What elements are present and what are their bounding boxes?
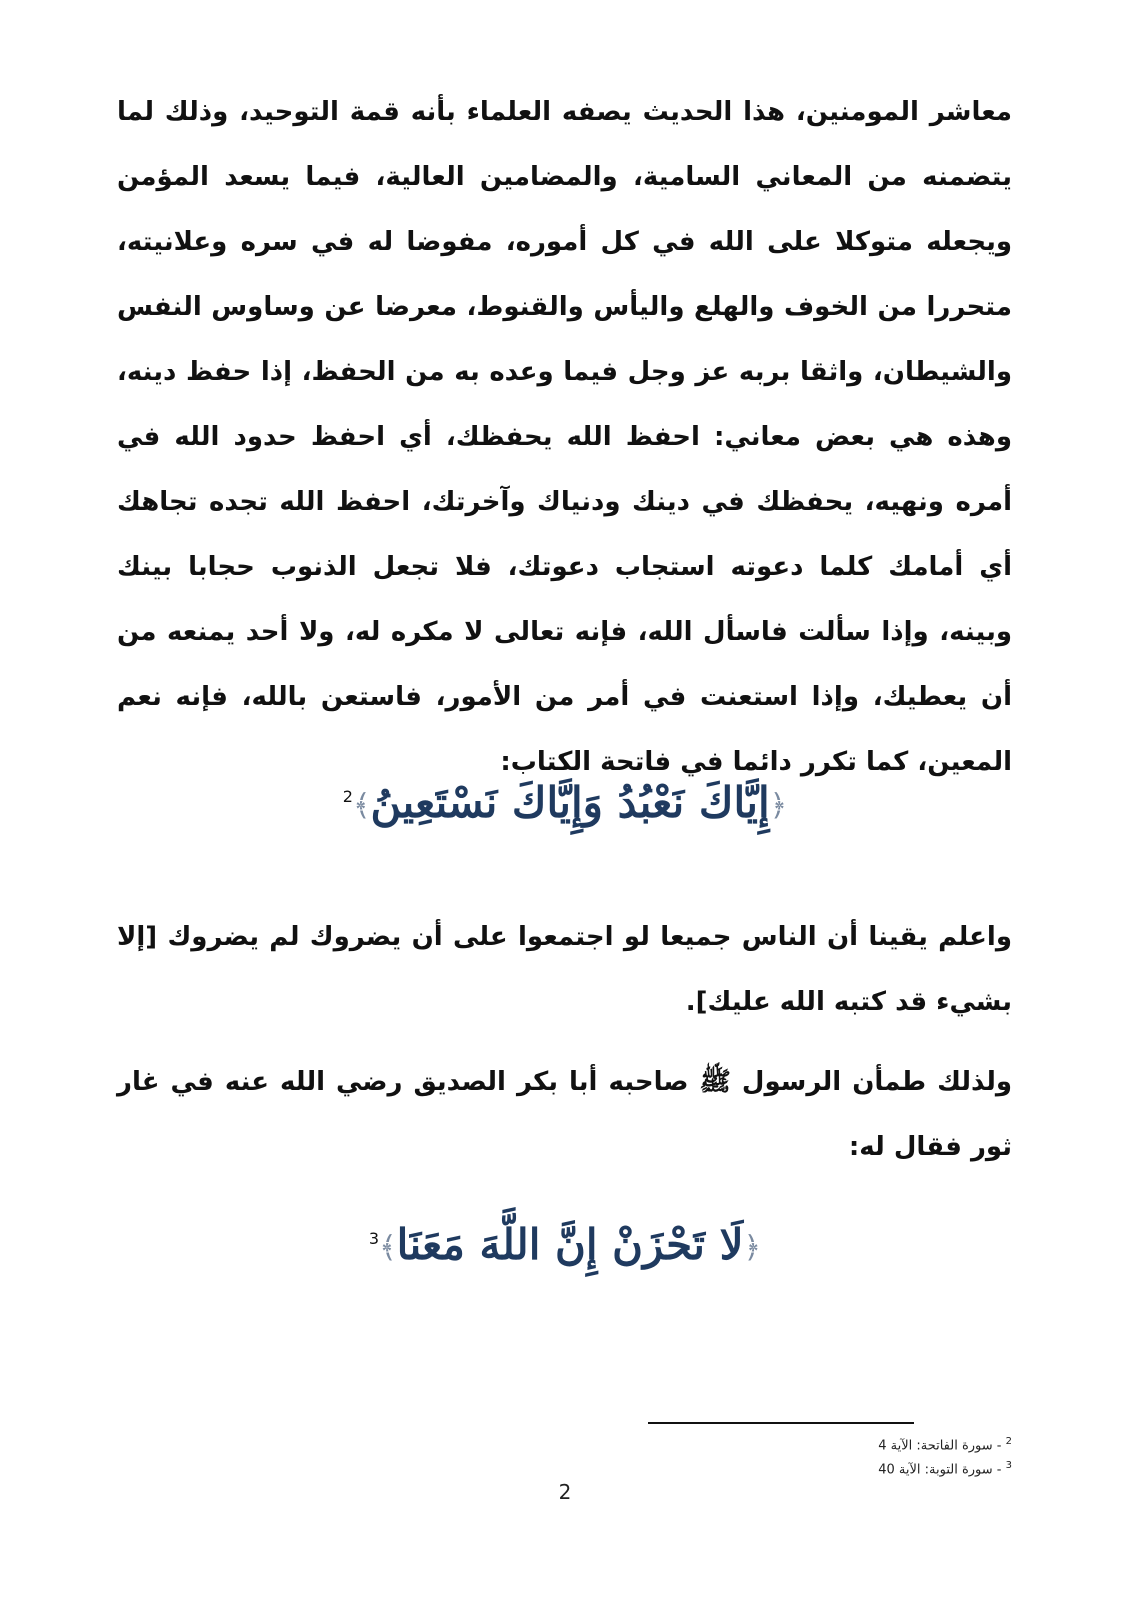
footnote-number: 2 xyxy=(1005,1436,1012,1447)
verse-close-bracket: ﴾ xyxy=(379,1230,397,1266)
paragraph-hadith-explanation: معاشر المومنين، هذا الحديث يصفه العلماء بأنه قمة التوحيد، وذلك لما يتضمنه من المعاني السامية، والمضامين العالية، فيما يسعد المؤمن ويجعله متوكلا على الله في كل أموره، مفوضا له في سره وعلانيته، متحررا من الخوف والهلع واليأس والقنوط، معرضا عن وساوس النفس والشيطان، واثقا بربه عز وجل فيما وعده به من الحفظ، إذا حفظ دينه، وهذه هي بعض معاني: احفظ الله يحفظك، أي احفظ حدود الله في أمره ونهيه، يحفظك في دينك ودنياك وآخرتك، احفظ الله تجده تجاهك أي أمامك كلما دعوته استجاب دعوتك، فلا تجعل الذنوب حجابا بينك وبينه، وإذا سألت فاسأل الله، فإنه تعالى لا مكره له، ولا أحد يمنعه من أن يعطيك، وإذا استعنت في أمر من الأمور، فاستعن بالله، فإنه نعم المعين، كما تكرر دائما في فاتحة الكتاب: xyxy=(117,97,1012,777)
paragraph-text: واعلم يقينا أن الناس جميعا لو اجتمعوا على أن يضروك لم يضروك xyxy=(157,922,1012,952)
bold-quote: [إلا بشيء قد كتبه الله عليك] xyxy=(117,922,1012,1017)
verse-open-bracket: ﴿ xyxy=(743,1230,762,1266)
verse-open-bracket: ﴿ xyxy=(769,788,788,824)
footnote-item xyxy=(878,1456,1012,1480)
page-number: 2 xyxy=(558,1480,572,1504)
footnote-number: 3 xyxy=(1005,1460,1012,1472)
quran-verse-tawba xyxy=(0,1220,1130,1269)
paragraph-cave-thawr: ولذلك طمأن الرسول ﷺ صاحبه أبا بكر الصديق رضي الله عنه في غار ثور فقال له: xyxy=(117,1067,1012,1162)
footnotes xyxy=(878,1432,1012,1481)
verse-text: لَا تَحْزَنْ إِنَّ اللَّهَ مَعَنَا xyxy=(396,1220,744,1269)
footnote-ref[interactable]: 3 xyxy=(368,1229,380,1248)
footnote-text: - سورة التوبة: الآية 40 xyxy=(878,1462,1002,1478)
verse-close-bracket: ﴾ xyxy=(352,788,371,824)
footnote-text: - سورة الفاتحة: الآية 4 xyxy=(878,1438,1002,1454)
paragraph-end: . xyxy=(685,987,696,1017)
quran-verse-fatiha xyxy=(0,778,1130,827)
verse-text: إِيَّاكَ نَعْبُدُ وَإِيَّاكَ نَسْتَعِينُ xyxy=(370,778,770,827)
footnote-ref[interactable]: 2 xyxy=(342,787,353,806)
paragraph-certainty xyxy=(117,905,1012,1035)
footnote-separator xyxy=(648,1422,914,1424)
footnote-item xyxy=(878,1432,1012,1456)
